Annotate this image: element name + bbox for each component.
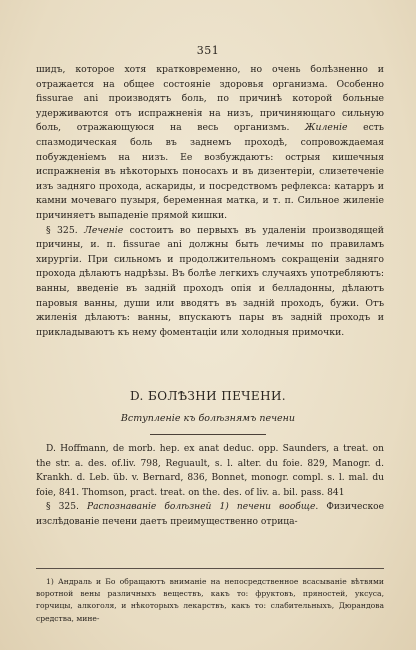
separator-rule	[150, 434, 266, 435]
body-paragraph: § 325. Леченіе состоитъ во первыхъ въ удаленіи производящей причины, и. п. fissurae ani должны быть лечимы по правиламъ хирургіи. При сильномъ и продолжительномъ сокращеніи задняго прохода дѣлаютъ надрѣзы. Въ болѣе легкихъ случаяхъ употребляютъ: ванны, введеніе въ задній проходъ опія и белладонны, дѣлаютъ паровыя ванны, души или вводятъ въ задній проходъ, бужи. Отъ жиленія дѣлаютъ: ванны, впускаютъ пары въ задній проходъ и прикладываютъ къ нему фоментаціи или холодныя примочки.	[36, 224, 384, 338]
main-body-text	[36, 63, 384, 340]
term-liver-general: 1) печени вообще.	[219, 502, 319, 513]
term-diagnosis: Распознаваніе болѣзней	[86, 502, 212, 513]
term-zhilenie: Жиленіе	[305, 122, 348, 134]
section-title: D. БОЛѢЗНИ ПЕЧЕНИ.	[129, 389, 287, 403]
footnote	[36, 576, 384, 625]
footnote-text: 1) Андраль и Бо обращаютъ вниманіе на непосредственное всасываніе вѣтвями воротной вены различныхъ веществъ, какъ то: фруктовъ, пряностей, уксуса, горчицы, алкоголя, и нѣкоторыхъ лекарствъ, какъ то: слабительныхъ, Дюрандова средства, мине-	[36, 577, 384, 623]
body-paragraph: шидъ, которое хотя кратковременно, но очень болѣзненно и отражается на общее состояніе здоровья организма. Особенно fissurae ani производятъ боль, по причинѣ которой больные удерживаются отъ испражненія на низъ, причиняющаго сильную боль, отражающуюся на весь организмъ. Жиленіе есть спазмодическая боль въ заднемъ проходѣ, сопровождаемая побужденіемъ на низъ. Ее возбуждаютъ: острыя кишечныя испражненія въ нѣкоторыхъ поносахъ и въ дизентеріи, слизетеченіе изъ задняго прохода, аскариды, и посредствомъ рефлекса: катарръ и камни мочеваго пузыря, беременная матка, и т. п. Сильное жиленіе причиняетъ выпаденіе прямой кишки.	[36, 64, 384, 221]
bibliography-block	[36, 442, 384, 530]
section-number: § 325.	[46, 224, 78, 236]
body-paragraph: § 325. Распознаваніе болѣзней 1) печени вообще. Физическое изслѣдованіе печени даетъ преимущественно отрица-	[36, 502, 384, 527]
section-subtitle: Вступленіе къ болѣзнямъ печени	[120, 413, 296, 424]
bibliography-text: D. Hoffmann, de morb. hep. ex anat deduc. opp. Saunders, a treat. on the str. a. des. of.liv. 798, Reguault, s. l. alter. du foie. 829, Manogr. d. Krankh. d. Leb. üb. v. Bernard, 836, Bonnet, monogr. compl. s. l. mal. du foie, 841. Thomson, pract. treat. on the. des. of liv. a. bil. pass. 841	[36, 444, 384, 498]
section-number: § 325.	[46, 502, 79, 513]
term-lechenie: Леченіе	[84, 224, 124, 236]
page-number: 351	[196, 44, 220, 57]
footnote-rule	[36, 568, 384, 569]
